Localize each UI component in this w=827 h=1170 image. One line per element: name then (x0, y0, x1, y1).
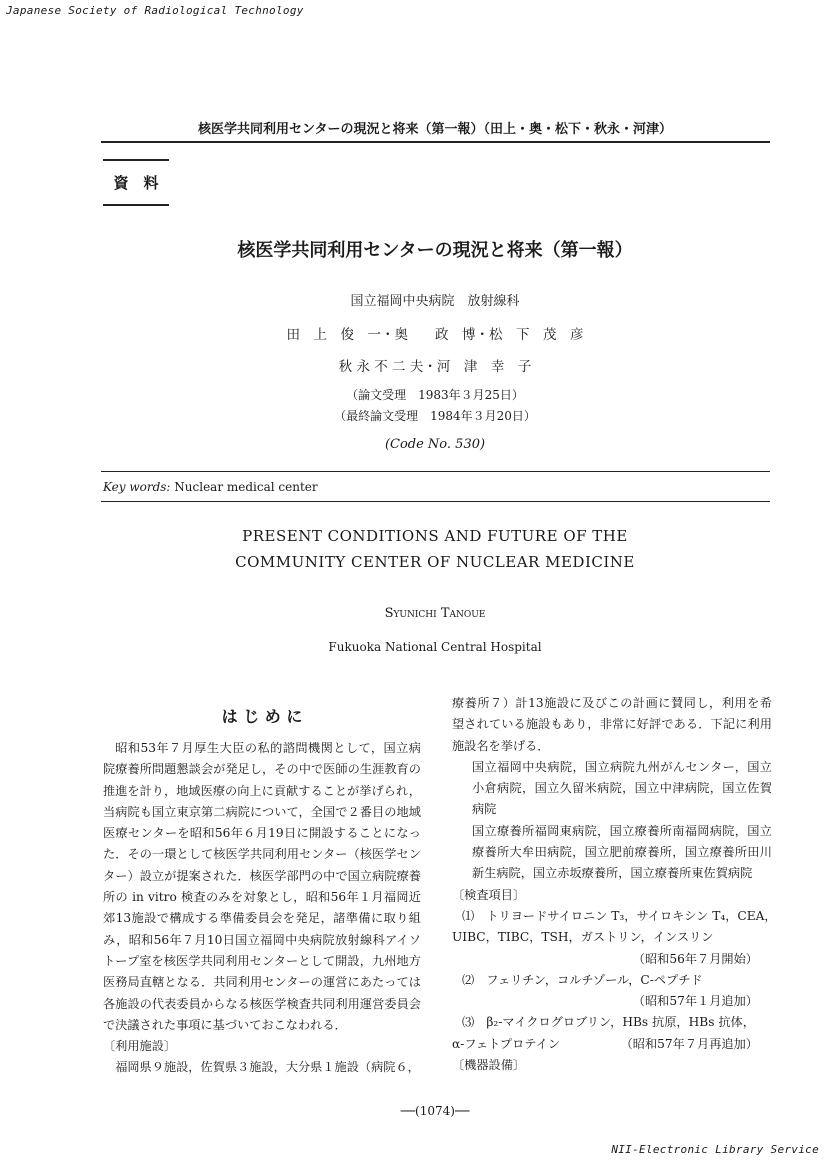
test-item-2-note: （昭和57年１月追加） (632, 994, 758, 1009)
facilities-continued: 療養所７）計13施設に及びこの計画に賛同し，利用を希望されている施設もあり，非常に好評である．下記に利用施設名を挙げる． (452, 696, 772, 753)
test-item-1-note: （昭和56年７月開始） (632, 951, 758, 966)
keywords (103, 480, 318, 494)
facilities-paragraph: 福岡県９施設，佐賀県３施設，大分県１施設（病院６， (115, 1060, 420, 1075)
section-rule-top (103, 159, 169, 161)
test-item-1-line1: ⑴ トリヨードサイロニン T₃，サイロキシン T₄，CEA， (462, 908, 777, 923)
code-number: (Code No. 530) (384, 437, 486, 452)
hospital-list-2: 国立療養所福岡東病院，国立療養所南福岡病院，国立療養所大牟田病院，国立肥前療養所，国立療養所田川新生病院，国立赤坂療養所，国立療養所東佐賀病院 (472, 823, 772, 881)
section-heading: は じ め に (221, 707, 303, 726)
test-item-3-line1: ⑶ β₂-マイクログロブリン，HBs 抗原，HBs 抗体， (462, 1015, 755, 1030)
test-item-3-line2: α-フェトプロテイン (452, 1036, 561, 1051)
tests-subhead: 〔検査項目〕 (452, 887, 526, 902)
affiliation-ja: 国立福岡中央病院 放射線科 (350, 294, 520, 309)
facilities-subhead: 〔利用施設〕 (103, 1039, 177, 1054)
running-head: 核医学共同利用センターの現況と将来（第一報）（田上・奥・松下・秋永・河津） (198, 122, 672, 137)
title-en-line1: PRESENT CONDITIONS AND FUTURE OF THE (242, 527, 628, 545)
header-rule (101, 141, 770, 143)
test-item-2-line1: ⑵ フェリチン，コルチゾール，C-ペプチド (462, 972, 703, 987)
test-item-3-note: （昭和57年７月再追加） (620, 1036, 758, 1051)
right-column (452, 693, 777, 1076)
author-en: Syunichi Tanoue (384, 606, 486, 621)
title-ja: 核医学共同利用センターの現況と将来（第一報） (237, 240, 633, 261)
keywords-rule-top (101, 471, 770, 472)
test-item-1-line2: UIBC，TIBC，TSH，ガストリン，インスリン (452, 930, 714, 945)
page-number: ──(1074)── (400, 1104, 470, 1118)
final-received-date: （最終論文受理 1984年３月20日） (334, 409, 536, 423)
authors-ja-line1: 田 上 俊 一・奥 政 博・松 下 茂 彦 (286, 327, 584, 343)
equipment-subhead: 〔機器設備〕 (452, 1058, 526, 1073)
footer: NII-Electronic Library Service (611, 1143, 819, 1156)
section-label: 資 料 (113, 174, 159, 192)
title-en-line2: COMMUNITY CENTER OF NUCLEAR MEDICINE (235, 553, 635, 571)
test-item-3-row (452, 1034, 772, 1055)
section-rule-bottom (103, 204, 169, 206)
keywords-rule-bottom (101, 501, 770, 502)
affiliation-en: Fukuoka National Central Hospital (328, 640, 542, 654)
intro-paragraph: 昭和53年７月厚生大臣の私的諮問機関として，国立病院療養所問題懇談会が発足し，その中で医師の生涯教育の推進を計り，地域医療の向上に貢献することが挙げられ，当病院も国立東京第二病院について，全国で２番目の地域医療センターを昭和56年６月19日に開設することになった．その一環として核医学共同利用センター（核医学センター）設立が提案された．核医学部門の中で国立病院療養所の in vitro 検査のみを対象とし，昭和56年１月福岡近郊13施設で構成する準備委員会を発足，諸準備に取り組み，昭和56年７月10日国立福岡中央病院放射線科アイソトープ室を核医学共同利用センターとして開設，九州地方医務局直轄となる．共同利用センターの運営にあたっては各施設の代表委員からなる核医学検査共同利用運営委員会で決議された事項に基づいておこなわれる． (103, 741, 421, 1032)
authors-ja-line2: 秋 永 不 二 夫・河 津 幸 子 (338, 359, 532, 375)
hospital-list-1: 国立福岡中央病院，国立病院九州がんセンター，国立小倉病院，国立久留米病院，国立中津病院，国立佐賀病院 (472, 759, 772, 817)
left-column (103, 738, 421, 1079)
keywords-label: Key words: (103, 480, 171, 494)
keywords-value: Nuclear medical center (174, 480, 318, 494)
site-header: Japanese Society of Radiological Technology (6, 4, 304, 17)
received-date: （論文受理 1983年３月25日） (346, 388, 524, 402)
